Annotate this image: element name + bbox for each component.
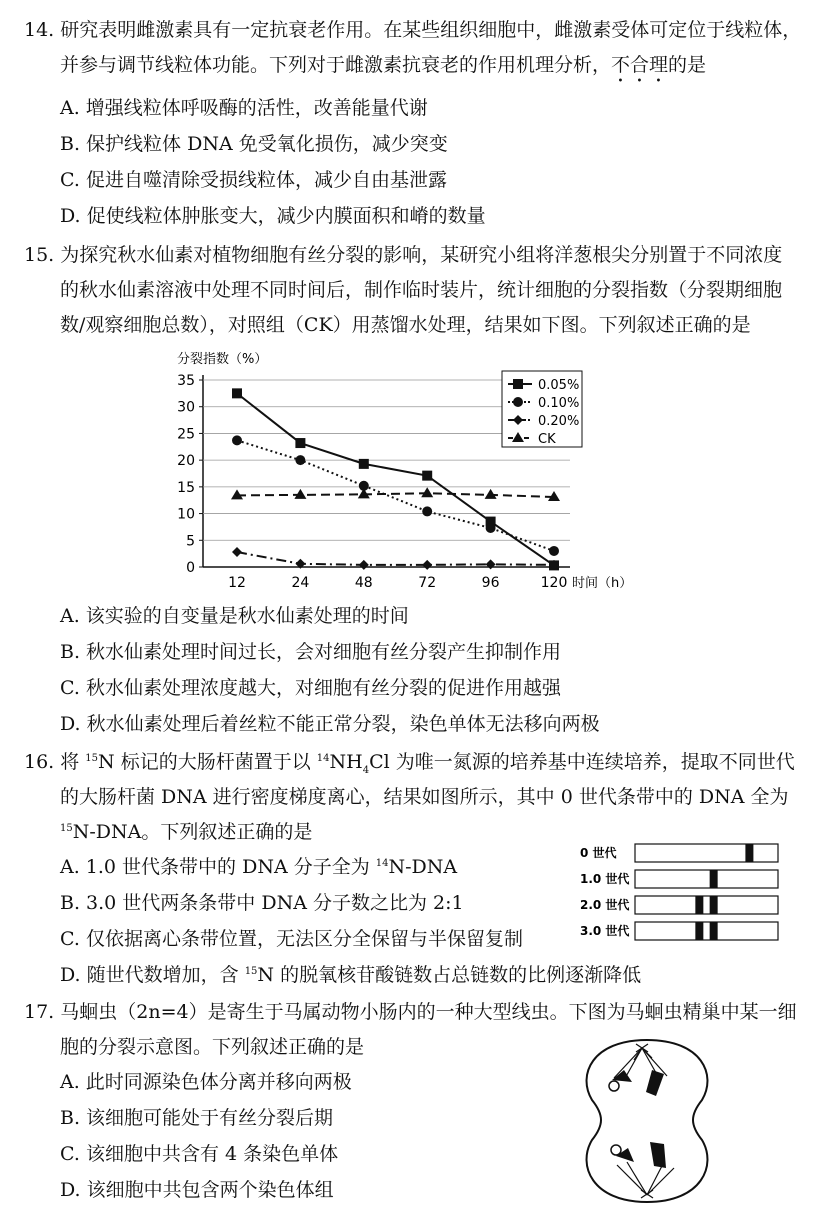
dna-band [695,896,703,914]
q15-stem-line3: 数/观察细胞总数），对照组（CK）用蒸馏水处理，结果如下图。下列叙述正确的是 [60,314,751,336]
y-tick-label: 5 [186,533,195,550]
q17-option-d: D. 该细胞中共包含两个染色体组 [60,1179,334,1201]
series-line [237,552,554,565]
x-tick-label: 72 [418,575,437,591]
dna-band [710,870,718,888]
q14-emphasis: 不合理 [611,54,669,76]
q16-stem-line1: 16. 将 $^{15}$N 标记的大肠杆菌置于以 $^{14}NH_4Cl$ 为唯一氮源的培养基中连续培养，提取不同世代 [24,751,795,776]
q14-stem-line2c: 的是 [668,54,707,76]
q14-option-d: D. 促使线粒体肿胀变大，减少内膜面积和嵴的数量 [60,205,486,227]
dna-band [710,896,718,914]
centrifuge-tube [635,844,778,862]
y-tick-label: 10 [177,506,195,523]
cell-membrane [587,1040,708,1202]
data-point [486,559,496,569]
q17-stem-line2: 胞的分裂示意图。下列叙述正确的是 [60,1036,365,1058]
data-point [232,435,242,445]
y-tick-label: 30 [177,399,195,416]
chart-ylabel: 分裂指数（%） [177,352,268,367]
y-tick-label: 15 [177,479,195,496]
division-index-chart [165,345,633,595]
data-point [549,546,559,556]
data-point [295,438,305,448]
series-line [237,493,554,497]
legend-marker [513,397,523,407]
legend-label: CK [538,432,556,447]
q17-option-b: B. 该细胞可能处于有丝分裂后期 [60,1107,334,1129]
x-tick-label: 24 [291,575,310,591]
dna-band [710,922,718,940]
data-point [422,560,432,570]
centrifuge-tube [635,922,778,940]
x-tick-label: 12 [228,575,246,591]
centrifuge-bands-figure [580,838,785,948]
dna-band [695,922,703,940]
generation-label: 0 世代 [580,846,617,860]
q16-option-a: A. 1.0 世代条带中的 DNA 分子全为 $^{14}$N-DNA [60,856,458,878]
data-point [232,547,242,557]
q15-option-a: A. 该实验的自变量是秋水仙素处理的时间 [60,605,409,627]
q16-option-c: C. 仅依据离心条带位置，无法区分全保留与半保留复制 [60,928,523,950]
generation-label: 1.0 世代 [580,872,630,886]
data-point [486,523,496,533]
q15-stem-line1: 15. 为探究秋水仙素对植物细胞有丝分裂的影响，某研究小组将洋葱根尖分别置于不同浓度 [24,244,783,266]
centrifuge-tube [635,870,778,888]
data-point [421,487,433,497]
q17-option-c: C. 该细胞中共含有 4 条染色单体 [60,1143,339,1165]
legend-label: 0.05% [538,378,580,393]
x-axis-label: 时间（h） [572,576,633,591]
data-point [422,506,432,516]
q14-stem-line2a: 并参与调节线粒体功能。下列对于雌激素抗衰老的作用机理分析， [60,54,612,76]
data-point [359,459,369,469]
y-tick-label: 25 [177,426,195,443]
data-point [422,471,432,481]
data-point [294,489,306,499]
data-point [359,560,369,570]
q14-stem-line2 [60,53,706,87]
x-tick-label: 48 [354,575,373,591]
legend [502,371,582,447]
plot-area [177,371,632,591]
q17-stem-line1: 17. 马蛔虫（2n=4）是寄生于马属动物小肠内的一种大型线虫。下图为马蛔虫精巢中某一细 [24,1001,797,1023]
centrifuge-tube [635,896,778,914]
q15-option-b: B. 秋水仙素处理时间过长，会对细胞有丝分裂产生抑制作用 [60,641,562,663]
generation-label: 2.0 世代 [580,898,630,912]
q16-option-b: B. 3.0 世代两条条带中 DNA 分子数之比为 2:1 [60,892,464,914]
q16-option-d: D. 随世代数增加，含 $^{15}$N 的脱氧核苷酸链数占总链数的比例逐渐降低 [60,964,642,986]
legend-label: 0.20% [538,414,580,429]
generation-label: 3.0 世代 [580,924,630,938]
data-point [485,489,497,499]
q15-stem-line2: 的秋水仙素溶液中处理不同时间后，制作临时装片，统计细胞的分裂指数（分裂期细胞 [60,279,783,301]
q17-option-a: A. 此时同源染色体分离并移向两极 [60,1071,352,1093]
legend-label: 0.10% [538,396,580,411]
data-point [295,455,305,465]
q14-stem-line1: 14. 研究表明雌激素具有一定抗衰老作用。在某些组织细胞中，雌激素受体可定位于线粒体， [24,19,802,41]
q15-option-c: C. 秋水仙素处理浓度越大，对细胞有丝分裂的促进作用越强 [60,677,561,699]
q16-stem-line3: $^{15}$N-DNA。下列叙述正确的是 [60,821,313,843]
dividing-cell-diagram [572,1030,722,1210]
legend-marker [513,379,523,389]
chromosomes-bottom [611,1142,666,1168]
data-point [232,388,242,398]
q14-option-b: B. 保护线粒体 DNA 免受氧化损伤，减少突变 [60,133,448,155]
q14-option-c: C. 促进自噬清除受损线粒体，减少自由基泄露 [60,169,447,191]
y-tick-label: 35 [177,373,195,389]
y-tick-label: 0 [186,560,195,576]
x-tick-label: 120 [540,575,568,591]
q16-stem-line2: 的大肠杆菌 DNA 进行密度梯度离心，结果如图所示，其中 0 世代条带中的 DNA 全为 [60,786,789,808]
q15-option-d: D. 秋水仙素处理后着丝粒不能正常分裂，染色单体无法移向两极 [60,713,600,735]
x-tick-label: 96 [481,575,500,591]
dna-band [745,844,753,862]
y-tick-label: 20 [177,453,195,470]
q14-option-a: A. 增强线粒体呼吸酶的活性，改善能量代谢 [60,97,428,119]
